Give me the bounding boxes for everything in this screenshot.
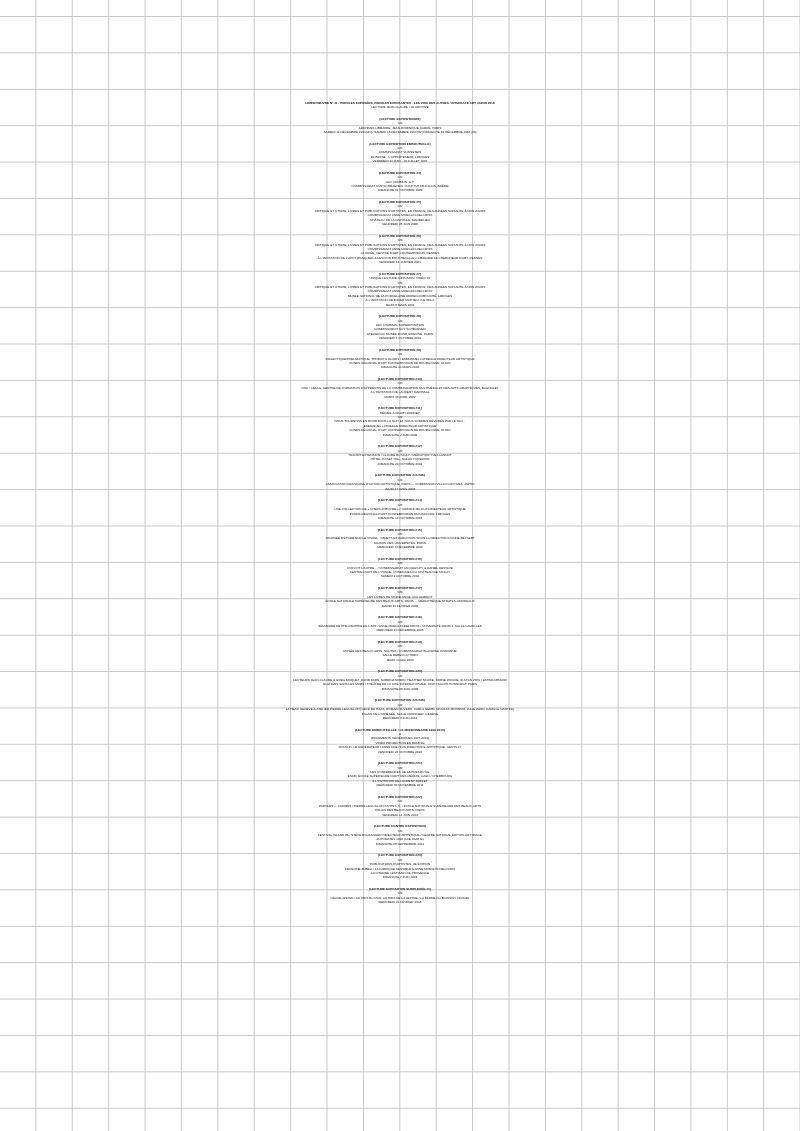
entry-line: MERCREDI 30 NOVEMBRE 2011 xyxy=(376,783,424,788)
entry-line: FONDS RÉGIONAL D'ART CONTEMPORAIN DE BOURGOGNE, DIJON xyxy=(349,361,451,365)
entry-label: [LECTURE EXPOSITION #21] xyxy=(378,761,422,766)
entry-line: DIMANCHE 28 JUIN 2009 xyxy=(381,686,419,691)
entry-line: C/0 xyxy=(397,765,403,770)
entry-line: LA CRIÉE, CENTRE D'ART CONTEMPORAIN, RENNES xyxy=(360,251,440,256)
list-item xyxy=(280,669,520,691)
entry-line: LA CITERNE / EST BAIN DE PROVENCE xyxy=(370,870,430,875)
entry-line: MERCREDI 10 DÉCEMBRE 2008 xyxy=(376,628,424,633)
entry-line: VENDREDI 13 JUIN 2014 xyxy=(382,812,418,817)
entry-label: [LECTURE EXPOSITION #14] xyxy=(378,498,422,503)
entry-line: NOUS TOURNONS EN ROND DANS LA NUIT ET NOUS SOMMES DÉVORÉS PAR LE FEU... xyxy=(334,419,466,424)
entry-label: [LECTURE EXPOSITION #7] xyxy=(379,271,421,276)
entry-line: JEUDI 17 AVRIL 2003 xyxy=(384,486,416,491)
entry-line: ATELIER DU MUSÉE D'OSP GIDEONE, PARIS xyxy=(367,331,433,336)
entry-line: COMMISSARIAT ANNE MOEGLIN-DELCROIX xyxy=(367,213,433,218)
entry-line: SAMEDI 2 OCTOBRE 2004 xyxy=(380,574,420,579)
entry-label: [LECTURE EXPOSITION #17] xyxy=(378,585,422,590)
entry-line: C/0 xyxy=(397,415,403,420)
entry-line: SAMEDI 11 DÉCEMBRE 1993 [#1] / SAMEDI 18 DÉCEMBRE 1993 [#2] DIMANCHE 19 DÉCEMBRE 1993 [#3] xyxy=(323,130,477,135)
entry-line: MERCREDI 3 JUIN 2010 xyxy=(382,716,418,721)
entry-line: LE BESSE - L'APPARTEMENT, LIMOGES xyxy=(370,154,430,159)
entry-line: C/0 xyxy=(397,238,403,243)
entry-line: C/0 xyxy=(397,673,403,678)
entry-line: SALLE REBECCA HORN xyxy=(382,653,418,658)
list-item xyxy=(280,117,520,135)
entry-line: COMMISSARIAT GUY SCHRAENEN / INSTITUT FRANÇAIS, BRÊME xyxy=(351,184,449,189)
entry-line: C/0 xyxy=(397,590,403,595)
entry-line: CRITIQUE ET UTOPIE, LIVRES ET PUBLICATIONS D'ARTISTES, EN FRANCE, DES ANNÉES SOIXANTE À NOS JOURS xyxy=(314,208,486,213)
entry-line: LEO COMMUN, SUPERPOSITION xyxy=(375,322,425,327)
entry-line: MERCREDI 3 DÉCEMBRE 2003 xyxy=(377,545,423,550)
entry-line: AUTOMATES 1993 (1RE PARTIE) xyxy=(376,837,424,842)
entry-label: [LECTURE EXPOSITION #9] xyxy=(379,347,421,352)
entry-label: [LECTURE EXPOSITION #6] xyxy=(379,233,421,238)
entry-line: FONDS RÉGIONAL D'ART CONTEMPORAIN DE BOURGOGNE, DIJON xyxy=(349,428,451,433)
entry-label: [LECTURE EXPOSITION SURPLEXÉE #1] xyxy=(369,886,431,891)
list-item xyxy=(280,234,520,265)
entry-line: DIMANCHE 24 MARS 2002 xyxy=(380,365,420,370)
list-item xyxy=(280,795,520,817)
list-item xyxy=(280,406,520,437)
entry-label: [LECTURE EXPOSITION #16] xyxy=(378,556,422,561)
entry-line: DÉDIÉE À RALPH RODNEY xyxy=(380,410,420,415)
entry-line: VENDREDI 5 OCTOBRE 2001 xyxy=(378,336,422,341)
entry-line: PUBLICATIONS D'ARTISTES, 4E ÉDITION xyxy=(369,862,431,867)
entry-line: À L'INVITATION DE LAURENT MARISSAL xyxy=(370,390,430,395)
entry-line: ÉCOLE NATIONALE SUPÉRIEURE DES BEAUX-ARTS, PARIS — MÉDIATHÈQUE STRATES-AMOREAUX xyxy=(325,599,475,604)
entry-line: C/0 xyxy=(397,561,403,566)
entry-line: EMMANUEL LATREILLE DIRECTEUR ARTISTIQUE xyxy=(363,423,437,428)
entry-line: JOURNÉE D'ÉTUDE SUR LE VISUEL : OBJETS ET PARCOURS SOUS LA DIRECTION D'ANNE BEYAERT xyxy=(325,536,475,541)
document-header xyxy=(280,101,520,110)
entry-label: [LECTURE EXPOSITION #20] xyxy=(378,669,422,674)
entry-line: VENDREDI 12 JANVIER 2001 xyxy=(379,260,421,265)
entry-label: [LECTURE EXPOSITION #19] xyxy=(378,639,422,644)
entry-line: C/0 xyxy=(397,146,403,151)
entry-line: C/0 xyxy=(397,121,403,126)
document-title: HORSD'ŒUVRE N° 41 / PAROLES EXPOSÉES, PAROLES EXPOSANTES : LES VOIX DES AUTRES / INTERFACE ART, DIJON 2018 xyxy=(305,101,495,105)
entry-line: LES CONFÉRENCES DE LA PRESQU'ÎLE xyxy=(370,770,430,775)
entry-label: [LECTURE EXPOSITION #15] xyxy=(378,527,422,532)
list-item xyxy=(280,824,520,846)
entry-line: C/0 xyxy=(397,204,403,209)
entry-label: [LECTURE EXPOSITION #13 BIS] xyxy=(375,473,425,478)
entry-line: C/0 xyxy=(397,477,403,482)
entry-label: [LECTURE EXPOSITION #10] xyxy=(378,377,422,381)
entry-line: VENDREDI 22 OCTOBRE 2010 xyxy=(377,749,423,754)
entry-line: DIMANCHE 31 OCTOBRE 1999 xyxy=(377,188,423,193)
entry-line: CÉLINE AHOND / AU PRIX DU MUR, AU PRIX DE LA LETTRE / LA FERME DU BUISSON, NOISIEL xyxy=(330,895,470,900)
entry-line: DIMANCHE 7 JUIN 2015 xyxy=(382,875,418,880)
entry-line: MERCREDI 21 FÉVRIER 2018 xyxy=(378,900,422,905)
entry-line: VENDREDI 23 JUIN 2000 xyxy=(382,222,418,227)
list-item xyxy=(280,887,520,905)
list-item xyxy=(280,142,520,164)
entry-line: C/0 xyxy=(397,702,403,707)
entry-line: JEUDI 14 MAI 2009 xyxy=(386,657,414,662)
entry-line: HÔTEL FOISET HILL, SALON HYPERION xyxy=(370,457,430,462)
entry-line: [FRAGMENTS GÉNÉRIQUES 1977-2010] xyxy=(370,736,430,741)
entry-line: CRITIQUE ET UTOPIE, LIVRES ET PUBLICATIONS D'ARTISTES, EN FRANCE, DES ANNÉES SOIXANTE À NOS JOURS xyxy=(314,284,486,289)
list-item xyxy=(280,498,520,520)
entry-line: TRANSIT EXTENSION / CLAUDE RUTAULT / MÉDIATION YVES LANNOT xyxy=(348,453,452,458)
entry-label: [LECTURE EXPOSITION #18] xyxy=(378,615,422,620)
list-item xyxy=(280,640,520,662)
entry-label: [LECTURE EXPOSITION #23] xyxy=(378,853,422,858)
entry-line: VIDÉO PROJECTION EN BOUCLE xyxy=(375,740,425,745)
list-item xyxy=(280,473,520,491)
entry-line: PALAIS DES BEAUX-ARTS, PARIS xyxy=(375,808,425,813)
list-item xyxy=(280,761,520,787)
list-item xyxy=(280,728,520,754)
entry-line: C/0 xyxy=(397,381,403,386)
entry-line: FESTIVAL ISLAND #6 / STÈVE BOULANGER DIRECTEUR ARTISTIQUE / CENTRE NATIONAL ÉDITION ART IMAGE xyxy=(317,832,482,837)
entry-line: CENTRE D'ART DE L'YONNE, COMMUNES DU CHÂTEAU DE TANLAY xyxy=(349,569,451,574)
entry-line: C/0 xyxy=(397,828,403,833)
entry-line: À L'INVITATION DE DIDIER MATHIEU / LE CDLA xyxy=(365,298,435,303)
entry-line: DIMANCHE 28 SEPTEMBRE 2014 xyxy=(375,841,425,846)
list-item xyxy=(280,528,520,550)
entry-list xyxy=(280,117,520,905)
entry-line: À L'INVITATION DE L'APFT (PASQUIER & LESCOIN BOUCHEVALLE) / LIBRAIRIE LE CHERCHEUR D'ART, RENNES xyxy=(317,255,483,260)
entry-label: [LECTURE CONTRE EXPOSITION] xyxy=(374,824,426,829)
entry-line: PAROLES — FORMES / PIERRE LEGUILLON INVITE L.C. / ÉCOLE NATIONALE SUPÉRIEURE DES BEAUX-ARTS xyxy=(318,803,482,808)
entry-line: COMMISSARIAT GUY SCHRAENEN xyxy=(374,327,426,332)
entry-line: C/0 xyxy=(397,318,403,323)
entry-line: ÉSAM, ÉCOLE SUPÉRIEURE D'ART DES MÉDIAS, CAEN / CHERBOURG xyxy=(347,774,453,779)
entry-line: COMMISSARIAT ANNE MOEGLIN-DELCROIX xyxy=(367,289,433,294)
list-item xyxy=(280,272,520,307)
entry-line: C/0 xyxy=(397,531,403,536)
entry-line: C/0 xyxy=(397,857,403,862)
entry-line: C/0 xyxy=(397,619,403,624)
entry-line: MUSÉE NATIONAL DE LA PORCELAINE ADRIEN-DUBOUCHÉ, LIMOGES xyxy=(347,293,453,298)
entry-line: JEUDI 8 MARS 2001 xyxy=(385,302,415,307)
entry-label: [LECTURE EXPOSITION #11] xyxy=(378,406,422,411)
entry-line: CRITIQUE ET UTOPIE, LIVRES ET PUBLICATIONS D'ARTISTES, EN FRANCE, DES ANNÉES SOIXANTE À NOS JOURS xyxy=(314,242,486,247)
entry-line: MARDI 22 FÉVRIER 2005 xyxy=(381,603,419,608)
entry-line: À L'INVITATION DE LAURENT BUFFET xyxy=(372,778,428,783)
entry-line: DIMANCHE 20 OCTOBRE 2002 xyxy=(377,461,423,466)
list-item xyxy=(280,377,520,399)
entry-line: DIALECTIQUE/PNEUMATIQUE, THODUP & GLARIS / EMMANUEL LATREILLE DIRECTEUR ARTISTIQUE xyxy=(325,356,475,361)
entry-line: C/0 xyxy=(397,644,403,649)
entry-label: [LECTURE EXPOSITION #5] xyxy=(379,200,421,205)
entry-label: [LECTURE EXPOSITION #4] xyxy=(379,170,421,175)
list-item xyxy=(280,698,520,720)
entry-line: D'ON DIT L'AUTRE... / COMMISSARIAT JACQUES PY & DANIEL DESSOIE xyxy=(347,565,453,570)
entry-line: C/0 xyxy=(397,352,403,357)
list-item xyxy=(280,615,520,633)
entry-label: [LECTURE EXPOSITION#0] xyxy=(379,116,421,121)
document-subtitle: LECTURE JEAN-CLAUDE / LE ARCHIVE xyxy=(371,105,429,110)
entry-line: DIMANCHE 2 JUIN 2002 xyxy=(382,432,418,437)
entry-label: [LECTURE EXPOSITION #8] xyxy=(379,314,421,319)
entry-line: COMMISSARIAT ANNE MOEGLIN-DELCROIX xyxy=(367,246,433,251)
entry-line: C/0 xyxy=(397,891,403,896)
entry-line: CNU / CEFAG, CENTRE DE FORMATION D'APPRENTIS DE LA COMMUNICATION MULTIMÉDIA ET DES ARTS GRAPHIQUES, BAGNOLET xyxy=(301,385,499,390)
entry-line: C/0 xyxy=(397,448,403,453)
entry-line: MAISON DES UNIVERSITÉS, PARIS xyxy=(374,540,426,545)
entry-label: [LECTURE EXPOSITION #20 BIS] xyxy=(375,698,425,703)
list-item xyxy=(280,557,520,579)
entry-line: C/0 xyxy=(397,280,403,285)
entry-line: C/0 xyxy=(397,799,403,804)
entry-label: [LECTURE EXPOSITION #22] xyxy=(378,794,422,799)
entry-line: FRASLIN, LE GÉNÉRATEUR / ANNE DREYFUS DIRECTRICE ARTISTIQUE, GENTILLY xyxy=(338,745,462,750)
entry-line: MUSÉE DES BEAUX-ARTS, NANTES / COMMISSARIAT BLANDINE CHAVANNE xyxy=(343,648,457,653)
list-item xyxy=(280,444,520,466)
entry-line: FONDS RÉGIONAL D'ART CONTEMPORAIN DU LIMOUSIN, LIMOGES xyxy=(349,511,451,516)
entry-label: [LECTURE EXPOSITION #12] xyxy=(378,444,422,449)
entry-line: PALAIS DE L'ATHÉNÉE, SALLE CROSNIER, GENÈVE xyxy=(361,711,439,716)
entry-line: C/0 xyxy=(397,502,403,507)
list-item xyxy=(280,314,520,340)
entry-line: LES LIVRES DE MARIE-ANGE GUILLEMINOT xyxy=(367,594,433,599)
document-content xyxy=(280,101,520,912)
entry-line: ASSOCIATION FRANÇAISE D'ACTION ARTISTIQUE, PARIS — COMMISSION VILLA KUJOYAMA, JAPON xyxy=(325,482,475,487)
entry-line: CHÂTEAU DE LA NAPOULE, MANDELIEU xyxy=(370,217,430,222)
entry-line: UNE COLLECTION DE « CHEFS-D'ŒUVRE » / YANNICK MILOUX DIRECTEUR ARTISTIQUE xyxy=(334,507,466,512)
entry-line: MARDI 30 AVRIL 2002 xyxy=(384,394,416,399)
entry-line: SÉMINAIRE DE PHILOSOPHIE DE L'ART / ANNE MOEGLIN-DELCROIX / UNIVERSITÉ PARIS 1, SALLE CAVAILLES xyxy=(318,623,482,628)
entry-line: & xyxy=(398,732,402,737)
entry-line: ARCHIVES LIBRAIRIE, JEAN-DOMINIQUE CARRÉ, PARIS xyxy=(358,125,442,130)
entry-line: GLATIGNY SANS LES MURS / THÉÂTRE DE LA CITÉ INTERNATIONALE, CIUP / SALON HONNORAT, PARIS xyxy=(322,682,478,687)
entry-line: LECTEURS JEAN-CLAUDE & GREG MOQUET, DAVID FARN, SABRINA MORIN, HEATHER SCAIFE, SIRINE WOUDE, SULTAN ZIOU / FATIMA MHARDI xyxy=(293,678,507,682)
list-item xyxy=(280,853,520,879)
entry-line: UNIQUE LECTURE DIFFUSION: VIDÉO 10' xyxy=(369,276,431,281)
list-item xyxy=(280,348,520,370)
entry-line: LEO COMMUN, G.T. xyxy=(385,179,415,184)
entry-line: COMMISSARIAT VLINSSTEIN xyxy=(378,150,422,155)
entry-line: VENDREDI 21 JUIN - 18 JUILLET 1997 xyxy=(372,159,428,164)
list-item xyxy=(280,200,520,226)
entry-label: [LECTURE EMBOUTEILLÉE / LE MISSIONNAIRE 1999 2010] xyxy=(355,727,445,732)
list-item xyxy=(280,586,520,608)
list-item xyxy=(280,171,520,193)
entry-line: FRANCINE ZUBELI / LA FABRIQUE SENSIBLE & ANNE MOEGLIN-DELCROIX xyxy=(344,866,456,871)
entry-line: DIMANCHE 19 OCTOBRE 2003 xyxy=(377,515,423,520)
entry-line: C/0 xyxy=(397,175,403,180)
entry-label: [LECTURE EXPOSITION EMBOUTEILLÉ] xyxy=(369,141,431,146)
entry-line: LA HEAD-GENÈVE & ATELIER PIERRE LEGUILLON [CÉCÉ DE HAAS, ROMAIN SUVERS, CARLA GERBI, NICOLAS MONNOM, JULIE ISOIN, CAMILLE NANTEIL] xyxy=(285,707,515,712)
